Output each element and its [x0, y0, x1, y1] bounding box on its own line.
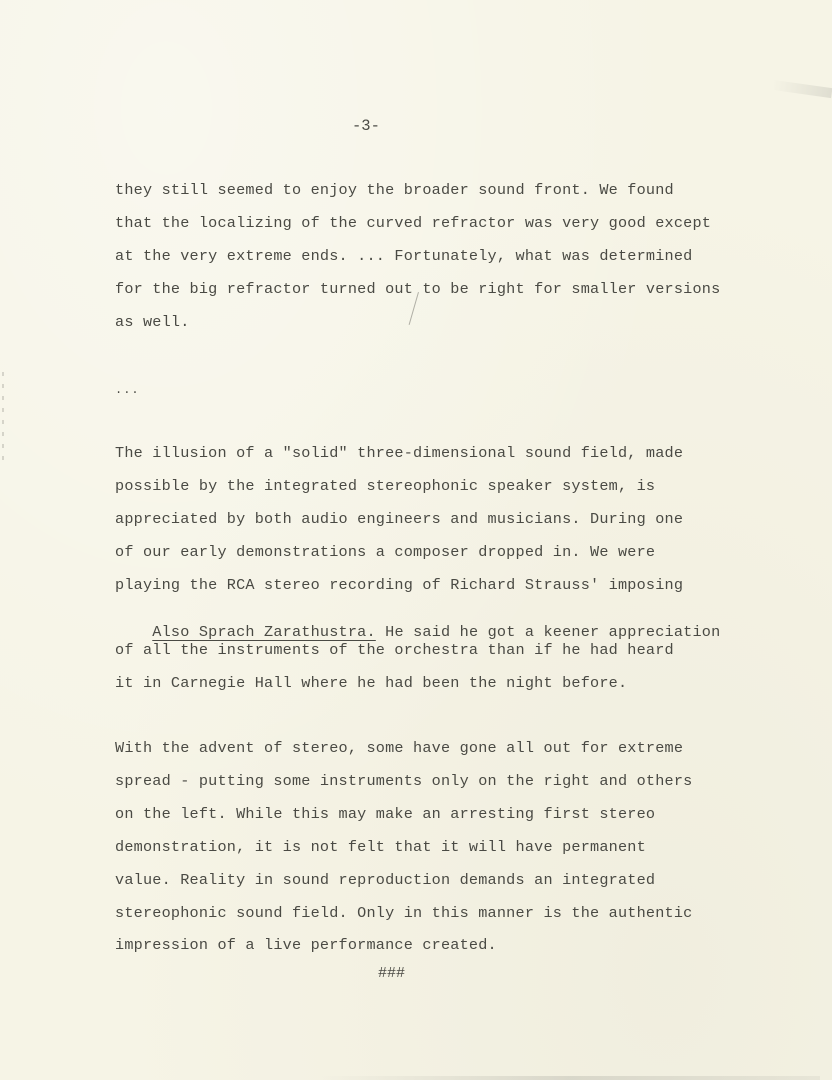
paragraph-2-line-3: appreciated by both audio engineers and musicians. During one	[115, 510, 684, 528]
paragraph-2-line-1: The illusion of a "solid" three-dimensional sound field, made	[115, 444, 684, 462]
page-number: -3-	[352, 117, 380, 135]
paragraph-3-line-6: stereophonic sound field. Only in this manner is the authentic	[115, 904, 693, 922]
paragraph-1-line-2: that the localizing of the curved refractor was very good except	[115, 214, 712, 232]
paragraph-3-line-1: With the advent of stereo, some have gone all out for extreme	[115, 739, 684, 757]
paper-smudge	[772, 80, 832, 98]
paragraph-2-line-6-tail: He said he got a keener appreciation	[375, 623, 721, 642]
paragraph-2-line-2: possible by the integrated stereophonic speaker system, is	[115, 477, 656, 495]
paragraph-2-line-4: of our early demonstrations a composer dropped in. We were	[115, 543, 656, 561]
paragraph-3-line-4: demonstration, it is not felt that it will have permanent	[115, 838, 646, 856]
paragraph-3-line-2: spread - putting some instruments only on the right and others	[115, 772, 693, 790]
paragraph-3-line-3: on the left. While this may make an arresting first stereo	[115, 805, 656, 823]
paragraph-1-line-1: they still seemed to enjoy the broader sound front. We found	[115, 181, 674, 199]
paper-edge-marks	[2, 372, 4, 466]
paragraph-2-line-8: it in Carnegie Hall where he had been the night before.	[115, 674, 628, 692]
paragraph-3-line-7: impression of a live performance created.	[115, 936, 497, 954]
paragraph-3-line-5: value. Reality in sound reproduction demands an integrated	[115, 871, 656, 889]
work-title: Also Sprach Zarathustra.	[152, 623, 376, 642]
paragraph-2-line-5: playing the RCA stereo recording of Richard Strauss' imposing	[115, 576, 684, 594]
end-mark: ###	[378, 965, 406, 982]
paragraph-1-line-5: as well.	[115, 313, 190, 331]
section-break: ...	[115, 383, 140, 397]
paragraph-1-line-3: at the very extreme ends. ... Fortunately, what was determined	[115, 247, 693, 265]
paragraph-2-line-7: of all the instruments of the orchestra than if he had heard	[115, 641, 674, 659]
paragraph-1-line-4: for the big refractor turned out to be right for smaller versions	[115, 280, 721, 298]
paper-bottom-smudge	[320, 1076, 820, 1080]
